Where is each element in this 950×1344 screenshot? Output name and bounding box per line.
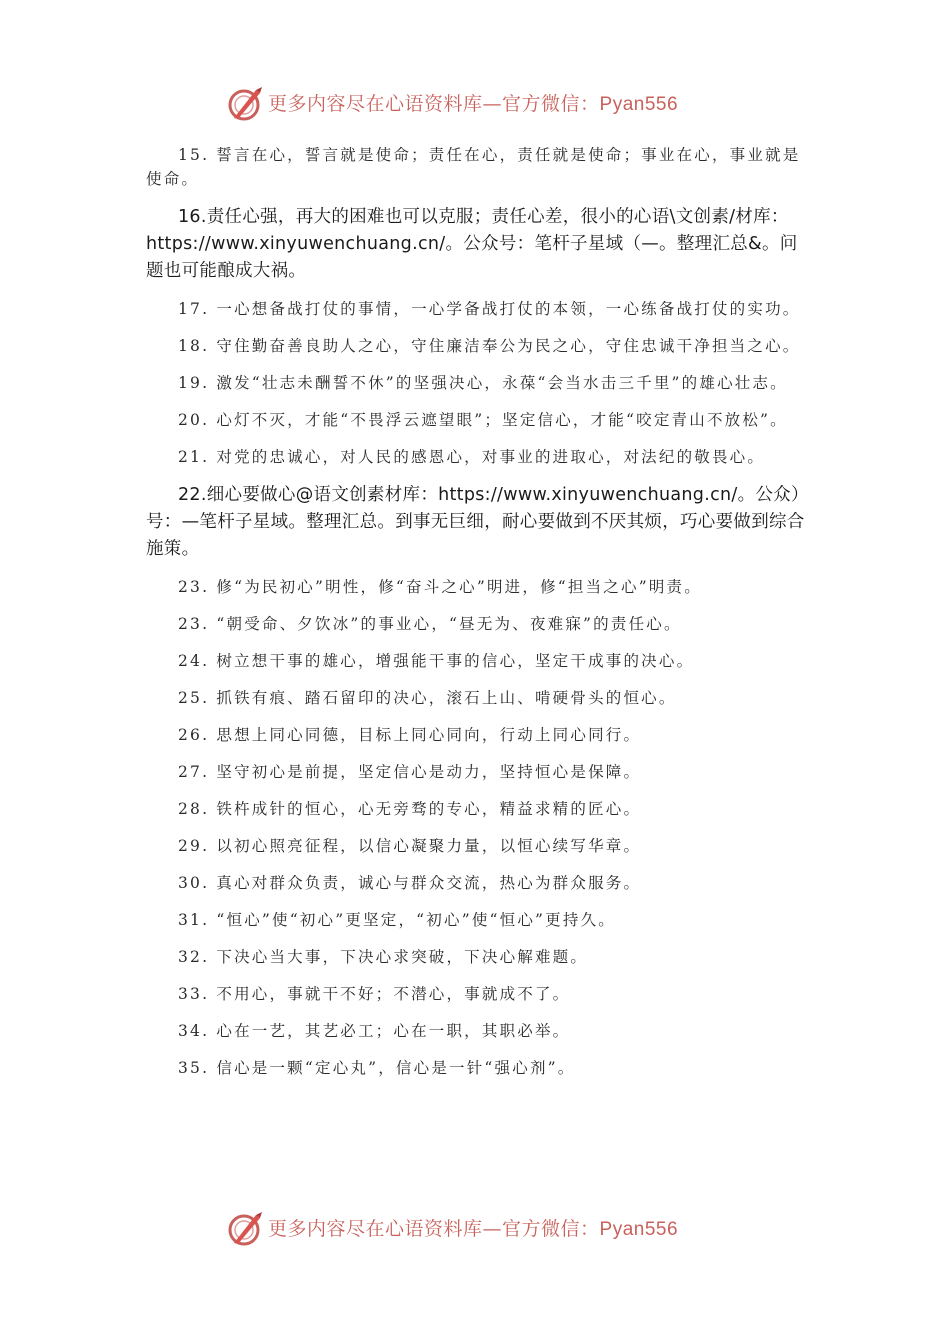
list-item: 27. 坚守初心是前提，坚定信心是动力，坚持恒心是保障。	[178, 763, 642, 781]
banner-title: 更多内容尽在心语资料库	[268, 92, 483, 115]
list-item: 28. 铁杵成针的恒心，心无旁骛的专心，精益求精的匠心。	[178, 800, 642, 818]
list-item: 20. 心灯不灭，才能“不畏浮云遮望眼”；坚定信心，才能“咬定青山不放松”。	[178, 411, 788, 429]
list-item: 16.责任心强，再大的困难也可以克服；责任心差，很小的心语\文创素/材库：https://www.xinyuwenchuang.cn/。公众号：笔杆子星域（—。整理汇总&。问题也可能酿成大祸。	[146, 207, 798, 281]
list-item: 23. 修“为民初心”明性，修“奋斗之心”明进，修“担当之心”明责。	[178, 578, 702, 596]
banner-dash: —	[482, 92, 503, 115]
list-item: 25. 抓铁有痕、踏石留印的决心，滚石上山、啃硬骨头的恒心。	[178, 689, 677, 707]
banner-dash: —	[482, 1217, 503, 1240]
list-item: 21. 对党的忠诚心，对人民的感恩心，对事业的进取心，对法纪的敬畏心。	[178, 448, 766, 466]
banner-text	[268, 84, 678, 125]
banner-wechat-label: 官方微信：	[502, 92, 600, 115]
list-item: 19. 激发“壮志未酬誓不休”的坚强决心，永葆“会当水击三千里”的雄心壮志。	[178, 374, 788, 392]
list-item: 23. “朝受命、夕饮冰”的事业心，“昼无为、夜难寐”的责任心。	[178, 615, 682, 633]
quill-logo-icon	[226, 1209, 266, 1249]
list-item: 15. 誓言在心，誓言就是使命；责任在心，责任就是使命；事业在心，事业就是使命。	[146, 146, 801, 188]
document-body	[146, 143, 810, 1093]
banner-title: 更多内容尽在心语资料库	[268, 1217, 483, 1240]
list-item: 32. 下决心当大事，下决心求突破，下决心解难题。	[178, 948, 589, 966]
list-item: 26. 思想上同心同德，目标上同心同向，行动上同心同行。	[178, 726, 642, 744]
footer-banner	[226, 1209, 746, 1249]
list-item: 35. 信心是一颗“定心丸”，信心是一针“强心剂”。	[178, 1059, 576, 1077]
header-banner	[226, 84, 746, 124]
list-item: 30. 真心对群众负责，诚心与群众交流，热心为群众服务。	[178, 874, 642, 892]
quill-logo-icon	[226, 84, 266, 124]
list-item: 31. “恒心”使“初心”更坚定，“初心”使“恒心”更持久。	[178, 911, 616, 929]
banner-wechat-id: Pyan556	[599, 93, 679, 115]
list-item: 17. 一心想备战打仗的事情，一心学备战打仗的本领，一心练备战打仗的实功。	[178, 300, 801, 318]
list-item: 33. 不用心，事就干不好；不潜心，事就成不了。	[178, 985, 571, 1003]
list-item: 22.细心要做心@语文创素材库：https://www.xinyuwenchuang.cn/。公众）号：—笔杆子星域。整理汇总。到事无巨细，耐心要做到不厌其烦，巧心要做到综合施策。	[146, 485, 809, 559]
banner-text	[268, 1209, 678, 1250]
banner-wechat-id: Pyan556	[599, 1218, 679, 1240]
list-item: 18. 守住勤奋善良助人之心，守住廉洁奉公为民之心，守住忠诚干净担当之心。	[178, 337, 801, 355]
list-item: 29. 以初心照亮征程，以信心凝聚力量，以恒心续写华章。	[178, 837, 642, 855]
banner-wechat-label: 官方微信：	[502, 1217, 600, 1240]
list-item: 34. 心在一艺，其艺必工；心在一职，其职必举。	[178, 1022, 571, 1040]
list-item: 24. 树立想干事的雄心，增强能干事的信心，坚定干成事的决心。	[178, 652, 695, 670]
